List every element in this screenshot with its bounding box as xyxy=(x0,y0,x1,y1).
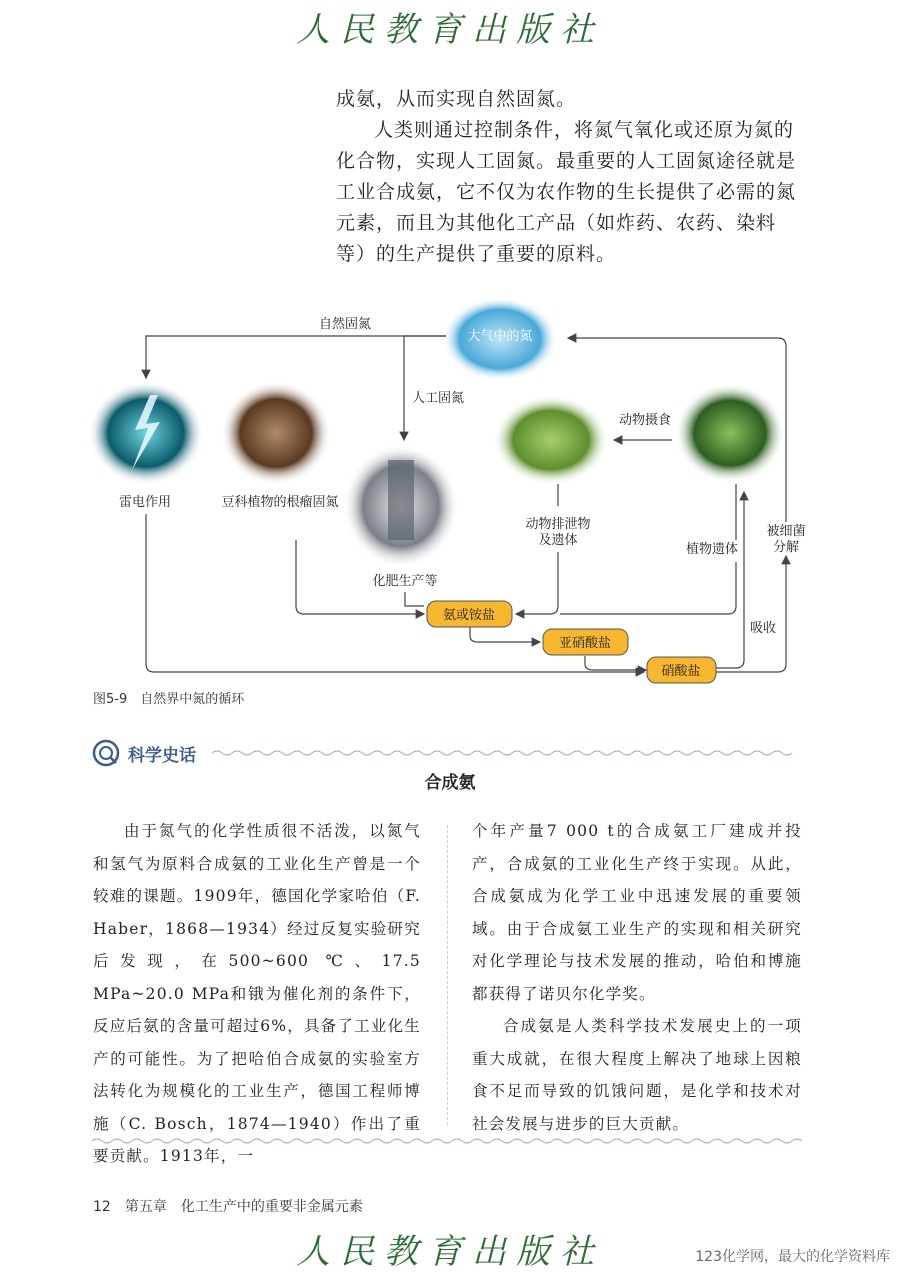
arrow-natural-fixation xyxy=(146,336,446,378)
cattle-image xyxy=(493,395,609,485)
wavy-line xyxy=(212,751,792,755)
svg-text:氨或铵盐: 氨或铵盐 xyxy=(442,608,496,623)
lightning-label: 雷电作用 xyxy=(118,495,172,510)
column-divider xyxy=(447,825,448,1125)
intro-text xyxy=(336,84,806,270)
publisher-logo-bottom: 人民教育出版社 xyxy=(296,1232,604,1272)
history-column-left xyxy=(93,815,421,1173)
animal-waste-label-2: 及遗体 xyxy=(538,533,578,548)
arrow-animal-waste-to-ammonia xyxy=(516,484,558,614)
intro-paragraph-2: 人类则通过控制条件，将氮气氧化或还原为氮的化合物，实现人工固氮。最重要的人工固氮途径就是工业合成氨，它不仅为农作物的生长提供了必需的氮元素，而且为其他化工产品（如炸药、农药、染料等）的生产提供了重要的原料。 xyxy=(336,119,797,265)
factory-tower-icon xyxy=(388,460,414,540)
section-label: 科学史话 xyxy=(128,746,196,766)
artificial-fixation-label: 人工固氮 xyxy=(411,391,465,406)
forest-image xyxy=(675,383,785,483)
nitrogen-cycle-diagram xyxy=(0,300,900,690)
watermark-text: 123化学网，最大的化学资料库 xyxy=(695,1249,890,1265)
history-column-right xyxy=(472,815,802,1140)
nitrate-box xyxy=(647,657,716,683)
atmosphere-label: 大气中的氮 xyxy=(467,329,533,344)
publisher-logo-top: 人民教育出版社 xyxy=(296,10,604,50)
page-number: 12 xyxy=(93,1199,111,1215)
history-paragraph-2: 合成氨是人类科学技术发展史上的一项重大成就，在很大程度上解决了地球上因粮食不足而导致的饥饿问题，是化学和技术对社会发展与进步的巨大贡献。 xyxy=(472,1017,802,1133)
arrow-nitrate-to-plants xyxy=(716,492,744,668)
history-paragraph-1: 由于氮气的化学性质很不活泼，以氮气和氢气为原料合成氨的工业化生产曾是一个较难的课题。1909年，德国化学家哈伯（F. Haber，1868—1934）经过反复实验研究后发现，在500~600 ℃、17.5 MPa~20.0 MPa和锇为催化剂的条件下，反应后氨的含量可超过6%，具备了工业化生产的可能性。为了把哈伯合成氨的实验室方法转化为规模化的工业生产，德国工程师博施（C. Bosch，1874—1940）作出了重要贡献。1913年，一 xyxy=(93,822,421,1165)
root-nodule-image xyxy=(221,381,331,485)
figure-caption: 图5-9 自然界中氮的循环 xyxy=(93,692,245,707)
animal-eating-label: 动物摄食 xyxy=(618,413,672,428)
page-footer xyxy=(93,1196,363,1216)
svg-text:硝酸盐: 硝酸盐 xyxy=(661,664,701,679)
intro-paragraph-1: 成氨，从而实现自然固氮。 xyxy=(336,88,577,110)
section-bottom-wave xyxy=(92,1136,802,1146)
chapter-title: 第五章 化工生产中的重要非金属元素 xyxy=(124,1199,363,1215)
arrow-artificial-fixation xyxy=(404,336,446,440)
arrow-nitrite-to-nitrate xyxy=(585,656,646,670)
section-title: 合成氨 xyxy=(424,773,476,793)
bacteria-label-1: 被细菌 xyxy=(766,524,806,539)
animal-waste-label-1: 动物排泄物 xyxy=(525,517,591,532)
section-header-decoration xyxy=(92,737,802,769)
bacteria-label-2: 分解 xyxy=(772,540,800,555)
arrow-ammonia-to-nitrite xyxy=(470,626,540,642)
section-header xyxy=(92,737,802,769)
natural-fixation-label: 自然固氮 xyxy=(318,317,372,332)
plant-remains-label: 植物遗体 xyxy=(685,542,739,557)
nitrite-box xyxy=(543,629,628,655)
history-paragraph-1-cont: 个年产量7 000 t的合成氨工厂建成并投产，合成氨的工业化生产终于实现。从此，合成氨成为化学工业中迅速发展的重要领域。由于合成氨工业生产的实现和相关研究对化学理论与技术发展的推动，哈伯和博施都获得了诺贝尔化学奖。 xyxy=(472,822,802,1003)
svg-text:亚硝酸盐: 亚硝酸盐 xyxy=(558,636,612,651)
absorb-label: 吸收 xyxy=(749,621,777,636)
ammonia-box xyxy=(427,601,512,627)
legume-label: 豆科植物的根瘤固氮 xyxy=(221,495,339,510)
lightning-image xyxy=(88,381,204,485)
arrow-fertilizer-to-ammonia xyxy=(405,592,424,606)
fertilizer-label: 化肥生产等 xyxy=(372,574,438,589)
